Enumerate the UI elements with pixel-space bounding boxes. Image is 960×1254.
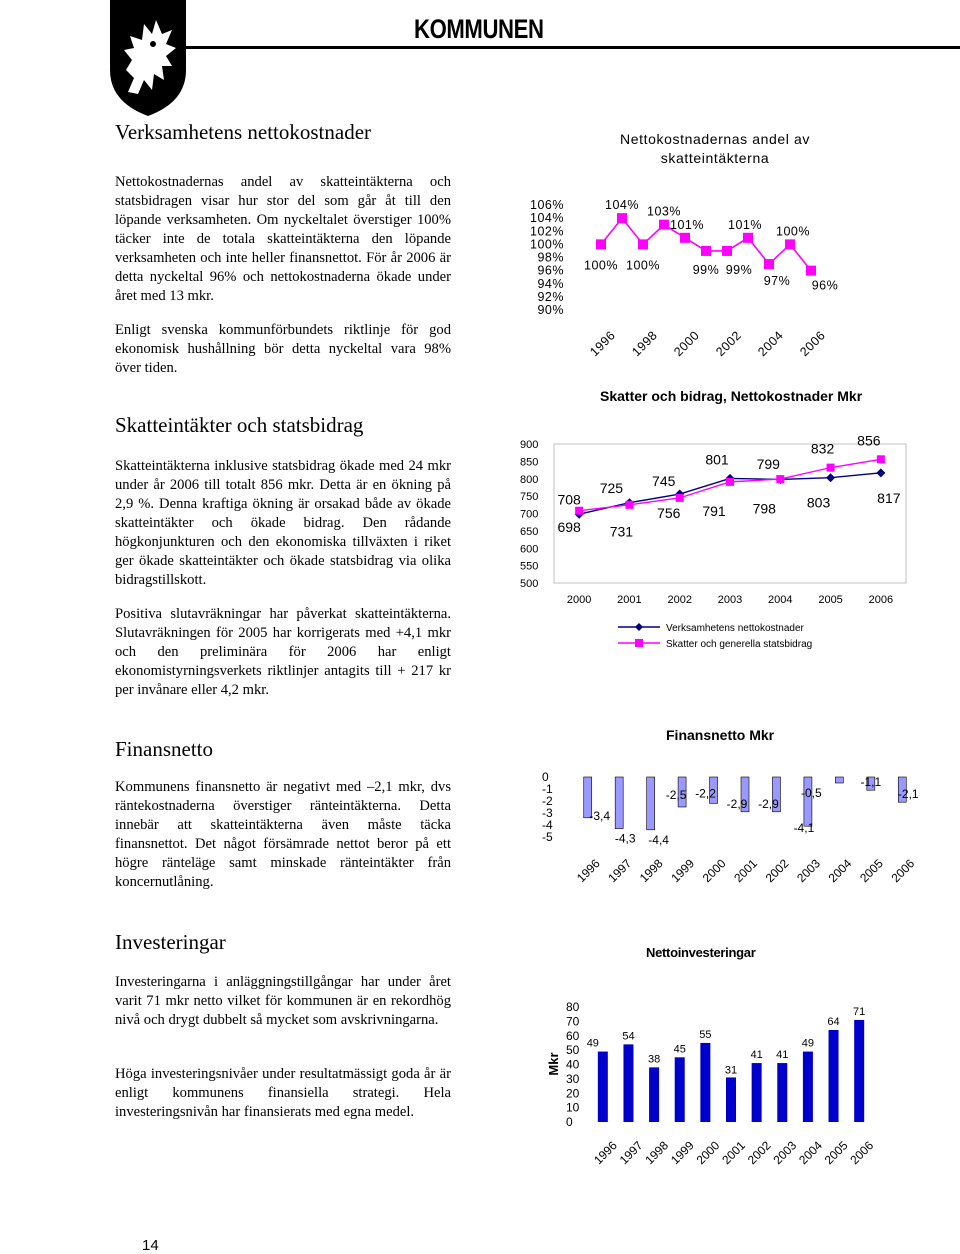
invest-y-tick: 30	[566, 1071, 580, 1086]
ratio-x-tick: 2004	[755, 328, 787, 360]
finans-x-tick: 2001	[731, 856, 761, 886]
invest-y-tick: 80	[566, 1000, 580, 1014]
tax-x-tick: 2004	[768, 594, 793, 606]
finans-x-tick: 2004	[825, 856, 855, 886]
ratio-data-label: 101%	[728, 217, 762, 232]
finans-y-tick: -2	[542, 794, 553, 808]
ratio-x-tick: 2006	[797, 328, 829, 360]
ratio-x-tick: 1996	[587, 328, 619, 360]
ratio-data-label: 103%	[647, 204, 681, 219]
finans-data-label: -2,1	[897, 787, 919, 802]
finans-y-tick: -5	[542, 830, 553, 844]
finans-x-tick: 2006	[888, 856, 918, 886]
invest-bar	[777, 1063, 787, 1122]
invest-data-label: 31	[724, 1064, 738, 1077]
header	[0, 0, 960, 80]
tax-label-nettokostnader: 698	[557, 519, 581, 536]
tax-label-skatter: 799	[756, 456, 780, 473]
finans-bar	[835, 777, 843, 783]
tax-y-tick: 600	[520, 543, 539, 556]
paragraph-nettokostnader-2: Enligt svenska kommunförbundets riktlinje för god ekonomisk hushållning bör detta nyckeltal vara 98% över tiden.	[115, 322, 451, 376]
ratio-data-label: 104%	[605, 198, 639, 213]
finans-data-label: -1,1	[860, 775, 882, 790]
ratio-marker	[596, 239, 606, 249]
tax-label-nettokostnader: 798	[752, 500, 776, 517]
finans-bar	[615, 777, 623, 829]
tax-label-skatter: 708	[557, 491, 581, 508]
coat-of-arms-logo	[108, 0, 188, 118]
ratio-y-tick: 102%	[530, 224, 564, 239]
ratio-y-tick: 106%	[530, 198, 564, 212]
invest-bar	[752, 1063, 762, 1122]
invest-data-label: 41	[750, 1049, 763, 1062]
invest-bar	[803, 1052, 813, 1122]
ratio-x-tick: 2002	[713, 328, 745, 360]
tax-y-tick: 850	[520, 456, 539, 469]
ratio-data-label: 99%	[692, 262, 720, 277]
finans-x-tick: 2002	[762, 856, 792, 886]
invest-x-tick: 2006	[847, 1138, 877, 1168]
tax-x-tick: 2006	[868, 594, 894, 606]
invest-data-label: 49	[586, 1037, 599, 1050]
tax-x-tick: 2001	[617, 594, 642, 606]
chart-ratio-title: Nettokostnadernas andel av skatteintäkterna	[620, 131, 810, 166]
invest-x-tick: 2005	[821, 1138, 851, 1168]
tax-marker-square	[726, 478, 734, 486]
ratio-data-label: 100%	[776, 224, 810, 239]
finans-x-tick: 2005	[857, 856, 886, 886]
paragraph-finansnetto: Kommunens finansnetto är negativt med –2,1 mkr, dvs räntekostnaderna överstiger ränteintäkterna. Detta innebär att skatteintäkterna även måste täcka finansnettot. Det något försämrade nettot beror på ett högre ränteläge samt minskade ränteintäkter från koncernutlåning.	[115, 779, 451, 890]
tax-marker-diamond	[826, 473, 835, 482]
finans-y-tick: -1	[542, 782, 553, 796]
invest-x-tick: 2004	[796, 1138, 825, 1168]
tax-y-tick: 500	[520, 578, 539, 590]
ratio-x-tick: 2000	[671, 328, 703, 360]
tax-marker-diamond	[876, 468, 885, 477]
section-heading-nettokostnader: Verksamhetens nettokostnader	[115, 120, 372, 144]
finans-data-label: -3,4	[589, 808, 611, 823]
invest-x-tick: 2001	[719, 1138, 749, 1168]
ratio-marker	[617, 213, 627, 223]
finans-data-label: -2,5	[665, 788, 687, 802]
invest-x-tick: 2000	[693, 1138, 723, 1168]
invest-y-tick: 0	[566, 1115, 573, 1129]
tax-label-skatter: 791	[702, 502, 726, 519]
paragraph-investeringar-2: Höga investeringsnivåer under resultatmässigt goda år är enligt kommunens finansiella strategi. Hela investeringsnivån har finansierats med egna medel.	[115, 1066, 451, 1120]
chart-finans	[520, 765, 940, 890]
chart-ratio	[520, 180, 880, 370]
paragraph-skatteintakter-1: Skatteintäkterna inklusive statsbidrag ökade med 24 mkr under år 2006 till totalt 856 mkr. Detta är en ökning på 2,9 %. Denna kraftiga ökning är orsakad både av ökade skatteintäkter och ökade bidrag. Den rådande högkonjunkturen och den ekonomiska tillväxten i riket ger ökade skatteintäkter och ökade statsbidrag via olika bidragstillskott.	[115, 458, 451, 588]
tax-legend-marker-1	[635, 639, 643, 647]
page-number: 14	[142, 1237, 159, 1254]
invest-bar	[675, 1057, 685, 1122]
tax-y-tick: 900	[520, 439, 539, 451]
finans-data-label: -4,1	[793, 821, 815, 836]
ratio-marker	[638, 239, 648, 249]
finans-x-tick: 2003	[794, 856, 823, 886]
invest-bar	[700, 1043, 710, 1122]
invest-x-tick: 1998	[642, 1138, 672, 1168]
finans-bar	[804, 777, 812, 826]
invest-data-label: 45	[673, 1043, 686, 1056]
finans-data-label: -2,2	[695, 786, 716, 801]
tax-legend-label-1: Skatter och generella statsbidrag	[666, 639, 813, 650]
invest-data-label: 71	[853, 1005, 866, 1018]
invest-data-label: 49	[801, 1037, 815, 1050]
chart-tax	[520, 425, 920, 655]
tax-x-tick: 2003	[717, 594, 743, 606]
invest-bar	[649, 1067, 659, 1122]
invest-y-tick: 70	[566, 1014, 580, 1029]
finans-y-tick: 0	[542, 770, 549, 784]
tax-marker-square	[776, 475, 784, 483]
tax-label-nettokostnader: 817	[877, 489, 901, 506]
ratio-data-label: 99%	[725, 262, 753, 277]
tax-label-nettokostnader: 803	[806, 494, 831, 511]
chart-invest-title: Nettoinvesteringar	[646, 945, 756, 960]
header-title: KOMMUNEN	[414, 14, 544, 44]
invest-data-label: 54	[622, 1030, 635, 1043]
ratio-y-tick: 90%	[537, 303, 564, 317]
invest-y-tick: 50	[566, 1043, 580, 1058]
ratio-marker	[659, 220, 669, 230]
invest-data-label: 38	[647, 1053, 661, 1066]
tax-label-skatter: 832	[810, 440, 835, 457]
ratio-x-tick: 1998	[629, 328, 661, 360]
tax-plot-area	[554, 444, 906, 583]
tax-label-skatter: 725	[599, 479, 624, 496]
chart-tax-title: Skatter och bidrag, Nettokostnader Mkr	[600, 388, 863, 404]
ratio-marker	[722, 246, 732, 256]
ratio-data-label: 96%	[811, 278, 839, 293]
tax-legend-label-0: Verksamhetens nettokostnader	[666, 623, 804, 634]
invest-data-label: 64	[827, 1016, 840, 1028]
chart-finans-title: Finansnetto Mkr	[666, 727, 775, 743]
invest-data-label: 41	[776, 1049, 789, 1062]
tax-y-tick: 800	[520, 473, 539, 486]
tax-y-tick: 700	[520, 508, 539, 521]
tax-x-tick: 2002	[667, 594, 692, 606]
paragraph-skatteintakter-2: Positiva slutavräkningar har påverkat skatteintäkterna. Slutavräkningen för 2005 har korrigerats med +4,1 mkr och den preliminära för 2006 har enligt ekonomistyrningsverkets riktlinjer antagits till + 217 kr per invånare eller 4,2 mkr.	[115, 606, 451, 698]
section-heading-skatteintakter: Skatteintäkter och statsbidrag	[115, 413, 364, 437]
ratio-y-tick: 96%	[537, 263, 564, 278]
section-heading-investeringar: Investeringar	[115, 930, 226, 954]
invest-bar	[726, 1077, 736, 1122]
tax-label-skatter: 745	[652, 472, 676, 489]
tax-y-tick: 550	[520, 560, 539, 573]
finans-y-tick: -4	[542, 818, 553, 832]
invest-x-tick: 2003	[770, 1138, 800, 1168]
ratio-marker	[680, 233, 690, 243]
finans-data-label: -4,3	[614, 831, 636, 846]
chart-invest	[530, 990, 890, 1170]
ratio-marker	[701, 246, 711, 256]
ratio-marker	[806, 266, 816, 276]
invest-y-tick: 10	[566, 1100, 580, 1115]
invest-bar	[829, 1030, 839, 1122]
tax-marker-square	[676, 494, 684, 502]
tax-marker-square	[625, 501, 633, 509]
invest-x-tick: 1996	[591, 1138, 620, 1168]
finans-data-label: -4,4	[648, 832, 669, 847]
finans-bar	[647, 777, 655, 830]
tax-label-nettokostnader: 756	[657, 505, 681, 522]
tax-legend-marker-0	[635, 623, 643, 631]
tax-label-nettokostnader: 731	[609, 523, 634, 540]
tax-marker-square	[575, 507, 583, 515]
ratio-marker	[764, 259, 774, 269]
header-rule	[186, 46, 960, 49]
paragraph-investeringar-1: Investeringarna i anläggningstillgångar har under året varit 71 mkr netto vilket för kommunen är en rekordhög nivå och drygt dubbelt så mycket som avskrivningarna.	[115, 974, 451, 1028]
ratio-data-label: 101%	[670, 217, 704, 232]
finans-x-tick: 1997	[605, 856, 635, 886]
invest-x-tick: 1997	[616, 1138, 646, 1168]
finans-data-label: -2,9	[726, 796, 748, 811]
finans-data-label: -0,5	[801, 786, 822, 800]
tax-label-nettokostnader: 801	[705, 451, 729, 468]
ratio-marker	[785, 239, 795, 249]
tax-marker-square	[877, 455, 885, 463]
ratio-y-tick: 100%	[530, 237, 564, 252]
ratio-data-label: 100%	[626, 258, 660, 273]
finans-x-tick: 1996	[573, 856, 603, 886]
tax-label-skatter: 856	[857, 432, 881, 449]
invest-bar	[854, 1020, 864, 1122]
invest-x-tick: 1999	[667, 1138, 697, 1168]
finans-x-tick: 1998	[636, 856, 666, 886]
ratio-data-label: 100%	[584, 258, 618, 273]
finans-y-tick: -3	[542, 806, 553, 820]
paragraph-nettokostnader-1: Nettokostnadernas andel av skatteintäkterna och statsbidragen visar hur stor del som går åt till den löpande verksamheten. Om nyckeltalet överstiger 100% täcker inte de totala skatteintäkterna den löpande verksamheten och inte heller finansnettot. För år 2006 är detta nyckeltal 96% och nettokostnaderna ökade under året med 13 mkr.	[115, 174, 451, 304]
section-heading-finansnetto: Finansnetto	[115, 737, 213, 761]
invest-data-label: 55	[699, 1028, 712, 1041]
invest-y-tick: 20	[566, 1086, 580, 1101]
tax-y-tick: 650	[520, 525, 539, 538]
finans-x-tick: 2000	[699, 856, 729, 886]
finans-x-tick: 1999	[668, 856, 698, 886]
ratio-y-tick: 92%	[537, 289, 564, 304]
invest-y-axis-label: Mkr	[546, 1052, 561, 1076]
ratio-y-tick: 104%	[530, 211, 564, 226]
tax-x-tick: 2005	[818, 594, 843, 606]
tax-y-tick: 750	[520, 491, 539, 504]
invest-bar	[598, 1052, 608, 1122]
invest-x-tick: 2002	[744, 1138, 774, 1168]
invest-y-tick: 60	[566, 1028, 580, 1043]
ratio-y-tick: 94%	[537, 276, 564, 291]
tax-x-tick: 2000	[566, 594, 592, 606]
ratio-marker	[743, 233, 753, 243]
ratio-data-label: 97%	[763, 274, 791, 289]
tax-marker-square	[827, 464, 835, 472]
finans-data-label: -2,9	[758, 796, 779, 811]
ratio-y-tick: 98%	[537, 250, 564, 265]
invest-y-tick: 40	[566, 1057, 580, 1072]
invest-bar	[623, 1044, 633, 1122]
